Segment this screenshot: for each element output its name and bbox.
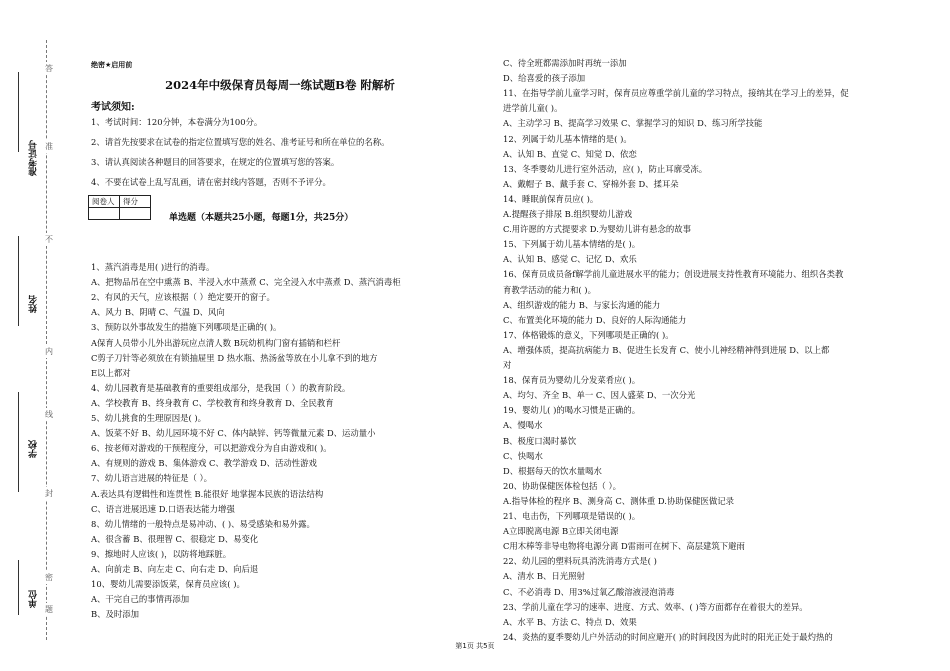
question-line: B、及时添加 (91, 609, 140, 620)
question-line: A、清水 B、日光照射 (503, 571, 585, 582)
question-line: C、不必消毒 D、用3%过氧乙酸溶液浸泡消毒 (503, 586, 675, 597)
question-line: 22、幼儿园的塑料玩具消洗消毒方式是( ) (503, 556, 657, 567)
question-line: 7、幼儿语言进展的特征是（ ）。 (91, 473, 213, 484)
question-line: 1、蒸汽消毒是用( )进行的消毒。 (91, 262, 215, 272)
question-line: C、快喝水 (503, 450, 543, 461)
question-line: A、认知 B、直觉 C、知觉 D、依恋 (503, 148, 637, 159)
page-footer: 第1页 共5页 (455, 642, 495, 650)
seal-word: 准 (45, 142, 53, 151)
section-heading: 单选题（本题共25小题，每题1分，共25分） (169, 213, 354, 223)
seal-word: 题 (45, 605, 53, 614)
name-blank (18, 236, 19, 326)
question-line: A、饭菜不好 B、幼儿园环境不好 C、体内缺锌、钙等微量元素 D、运动量小 (91, 428, 376, 439)
reviewer-header: 阅卷人 (89, 196, 120, 208)
question-line: 14、睡眠前保育员应( )。 (503, 193, 599, 204)
question-line: A、风力 B、阴晴 C、气温 D、风向 (91, 307, 225, 318)
question-line: C、待全班都需添加时再统一添加 (503, 58, 627, 68)
question-line: 18、保育员为婴幼儿分发菜肴应( )。 (503, 375, 641, 386)
question-line: 4、幼儿园教育是基础教育的重要组成部分，是我国（ ）的教育阶段。 (91, 382, 351, 393)
seal-line (46, 40, 47, 640)
question-line: 对 (503, 360, 512, 370)
margin-label-unit: 单位 (29, 590, 39, 608)
margin-label-school: 学校 (29, 440, 39, 458)
question-line: C、布置美化环境的能力 D、良好的人际沟通能力 (503, 314, 687, 325)
margin-label-exam-number: 准考证号 (29, 140, 39, 176)
question-line: 12、列属于幼儿基本情绪的是( )。 (503, 133, 632, 144)
question-line: A、水平 B、方法 C、特点 D、效果 (503, 616, 637, 627)
question-line: A.表达具有逻辑性和连贯性 B.能很好 地掌握本民族的语法结构 (91, 488, 324, 499)
question-line: 8、幼儿情绪的一般特点是易冲动、( )、易受感染和易外露。 (91, 518, 315, 529)
question-line: 24、炎热的夏季婴幼儿户外活动的时间应避开( )的时间段因为此时的阳光正处于最灼热的 (503, 631, 833, 642)
question-line: A保育人员带小儿外出游玩应点清人数 B玩幼机构门窗有插销和栏杆 (91, 337, 341, 348)
question-line: 10、婴幼儿需要添饭菜，保育员应该( )。 (91, 579, 245, 590)
question-line: A.指导体检的程序 B、测身高 C、测体重 D.协助保健医做记录 (503, 495, 734, 506)
document-title: 2024年中级保育员每周一练试题B卷 附解析 (165, 78, 395, 92)
question-line: A、组织游戏的能力 B、与家长沟通的能力 (503, 299, 661, 310)
score-table (88, 195, 151, 220)
question-line: D、根据每天的饮水量喝水 (503, 465, 602, 476)
question-line: 2、有风的天气，应该根据（ ）绝定要开的窗子。 (91, 292, 275, 303)
question-line: A、增强体质，提高抗病能力 B、促进生长发育 C、使小儿神经精神得到进展 D、以上都 (503, 344, 830, 355)
question-line: 5、幼儿挑食的生理原因是( )。 (91, 413, 207, 423)
question-line: A、向前走 B、向左走 C、向右走 D、向后退 (91, 564, 259, 574)
school-blank (18, 392, 19, 492)
notice-item: 3、请认真阅读各种题目的回答要求，在规定的位置填写您的答案。 (91, 157, 340, 167)
question-line: A、干完自己的事情再添加 (91, 594, 190, 605)
question-line: 15、下列属于幼儿基本情绪的是( )。 (503, 239, 641, 250)
unit-blank (18, 560, 19, 615)
notice-title: 考试须知: (91, 102, 135, 113)
question-line: 进学前儿童( )。 (503, 103, 563, 114)
question-line: 20、协助保健医体检包括（ ）。 (503, 480, 621, 491)
question-line: D、给喜爱的孩子添加 (503, 73, 586, 84)
question-line: A、把物品吊在空中熏蒸 B、半浸入水中蒸煮 C、完全浸入水中蒸煮 D、蒸汽消毒柜 (91, 277, 401, 288)
question-line: C、语言进展迅速 D.口语表达能力增强 (91, 503, 235, 514)
seal-word: 答 (45, 64, 53, 73)
question-line: A、主动学习 B、提高学习效果 C、掌握学习的知识 D、练习所学技能 (503, 118, 763, 129)
score-cell[interactable] (120, 208, 151, 220)
question-line: A、很含蓄 B、很理智 C、很稳定 D、易变化 (91, 533, 259, 544)
seal-word: 线 (45, 410, 53, 419)
question-line: A、有规则的游戏 B、集体游戏 C、教学游戏 D、活动性游戏 (91, 458, 317, 469)
question-line: C用木棒等非导电物将电源分离 D雷雨可在树下、高层建筑下避雨 (503, 541, 745, 552)
question-line: 19、婴幼儿( )的喝水习惯是正确的。 (503, 405, 641, 416)
seal-word: 内 (45, 347, 53, 356)
question-line: C剪子刀针等必须放在有锁抽屉里 D 热水瓶、热汤盆等放在小儿拿不到的地方 (91, 352, 378, 363)
question-line: 育教学活动的能力和( )。 (503, 284, 596, 295)
question-line: A立即脱离电源 B立即关闭电源 (503, 526, 619, 537)
question-line: A、学校教育 B、终身教育 C、学校教育和终身教育 D、全民教育 (91, 397, 334, 408)
question-line: 13、冬季婴幼儿进行室外活动，应( )，防止耳廓受冻。 (503, 163, 708, 174)
reviewer-cell[interactable] (89, 208, 120, 220)
score-header: 得分 (120, 196, 151, 208)
question-line: A、戴帽子 B、戴手套 C、穿棉外套 D、揉耳朵 (503, 178, 679, 189)
question-line: A.提醒孩子排尿 B.组织婴幼儿游戏 (503, 209, 633, 219)
seal-word: 封 (45, 489, 53, 498)
notice-item: 2、请首先按要求在试卷的指定位置填写您的姓名、准考证号和所在单位的名称。 (91, 137, 390, 147)
question-line: 6、按老师对游戏的干预程度分，可以把游戏分为自由游戏和( )。 (91, 443, 332, 454)
question-line: 17、体格锻炼的意义，下列哪项是正确的( )。 (503, 329, 674, 340)
seal-word: 密 (45, 573, 53, 582)
question-line: C.用许愿的方式提要求 D.为婴幼儿讲有悬念的故事 (503, 224, 692, 235)
question-line: 23、学前儿童在学习的速率、进度、方式、效率、( )等方面都存在着很大的差异。 (503, 601, 808, 612)
notice-item: 4、不要在试卷上乱写乱画，请在密封线内答题，否则不予评分。 (91, 177, 331, 187)
margin-label-name: 姓名 (29, 295, 39, 313)
seal-word: 不 (45, 235, 53, 244)
question-line: A、认知 B、感觉 C、记忆 D、欢乐 (503, 254, 637, 265)
question-line: 9、擦地时人应该( )，以防将地踩脏。 (91, 548, 232, 559)
notice-item: 1、考试时间：120分钟，本卷满分为100分。 (91, 117, 263, 127)
question-line: 16、保育员成员备f解学前儿童进展水平的能力；创设进展支持性教育环境能力、组织各类教 (503, 269, 844, 280)
exam-number-blank (18, 72, 19, 152)
question-line: 11、在指导学前儿童学习时，保育员应尊重学前儿童的学习特点，接纳其在学习上的差异，促 (503, 88, 849, 99)
question-line: 21、电击伤，下列哪项是错误的( )。 (503, 511, 641, 521)
question-line: B、极度口渴时暴饮 (503, 435, 577, 446)
question-line: E以上都对 (91, 367, 131, 378)
question-line: A、均匀、齐全 B、单一 C、因人盛菜 D、一次分光 (503, 390, 696, 401)
confidential-label: 绝密★启用前 (91, 61, 133, 69)
question-line: 3、预防以外事故发生的措施下列哪项是正确的( )。 (91, 322, 282, 333)
question-line: A、慢喝水 (503, 420, 543, 431)
